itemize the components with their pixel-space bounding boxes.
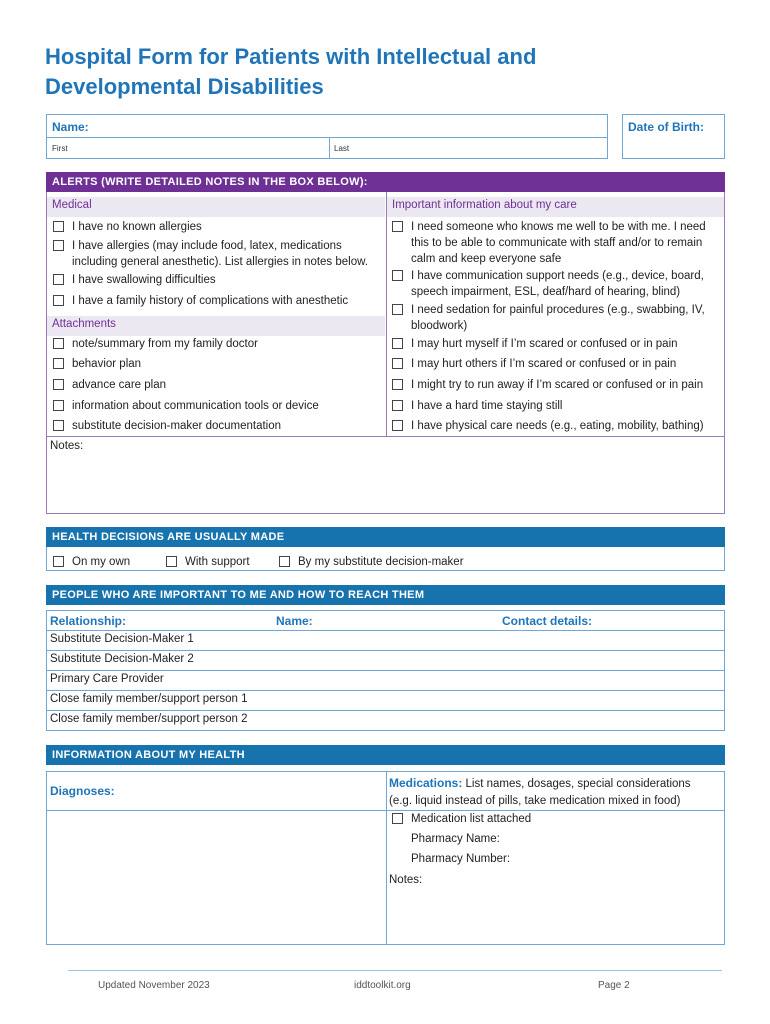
alerts-notes-label: Notes: — [50, 440, 84, 452]
contact-column-label: Contact details: — [502, 614, 593, 628]
date-of-birth-field[interactable] — [622, 114, 725, 159]
checkbox-icon — [392, 420, 403, 431]
medical-heading: Medical — [47, 197, 385, 217]
checkbox-icon — [392, 304, 403, 315]
checkbox-icon — [279, 556, 290, 567]
diagnoses-label: Diagnoses: — [50, 784, 115, 798]
table-row[interactable] — [46, 711, 725, 731]
checkbox-icon — [53, 420, 64, 431]
pharmacy-name-label: Pharmacy Name: — [411, 833, 500, 845]
name-mid-divider — [329, 137, 330, 158]
dob-label: Date of Birth: — [628, 120, 704, 134]
table-row[interactable] — [46, 671, 725, 691]
checkbox-icon — [53, 358, 64, 369]
checkbox-hurt-others[interactable] — [392, 356, 722, 372]
medications-desc-line2: (e.g. liquid instead of pills, take medication mixed in food) — [389, 795, 681, 807]
medications-description — [389, 775, 724, 810]
table-row[interactable] — [46, 691, 725, 711]
health-info-col-divider — [386, 771, 387, 945]
table-row[interactable] — [46, 651, 725, 671]
item-label: I may hurt myself if I’m scared or confused or in pain — [411, 338, 678, 350]
checkbox-icon — [53, 221, 64, 232]
checkbox-decision-maker-docs[interactable] — [53, 418, 383, 434]
item-label: I may hurt others if I’m scared or confused or in pain — [411, 358, 677, 370]
row-label: Primary Care Provider — [50, 673, 164, 685]
checkbox-someone-with-me[interactable] — [392, 219, 722, 267]
checkbox-icon — [392, 338, 403, 349]
checkbox-sedation[interactable] — [392, 302, 722, 334]
pharmacy-number-label: Pharmacy Number: — [411, 853, 511, 865]
row-label: Substitute Decision-Maker 1 — [50, 633, 194, 645]
checkbox-substitute-decision-maker[interactable] — [279, 554, 464, 570]
checkbox-icon — [166, 556, 177, 567]
item-label: substitute decision-maker documentation — [72, 420, 282, 432]
important-info-heading: Important information about my care — [387, 197, 724, 217]
item-label: note/summary from my family doctor — [72, 338, 258, 350]
item-label: I have swallowing difficulties — [72, 274, 216, 286]
checkbox-swallowing[interactable] — [53, 272, 383, 288]
attachments-heading: Attachments — [47, 316, 385, 336]
footer-divider — [68, 970, 722, 971]
page-title: Hospital Form for Patients with Intellectual and Developmental Disabilities — [45, 44, 537, 99]
checkbox-icon — [392, 358, 403, 369]
item-label: I have no known allergies — [72, 221, 202, 233]
last-name-label: Last — [334, 144, 350, 153]
item-label: information about communication tools or device — [72, 400, 319, 412]
table-row[interactable] — [46, 631, 725, 651]
checkbox-staying-still[interactable] — [392, 398, 722, 414]
item-label: Medication list attached — [411, 813, 532, 825]
medications-desc-line1: List names, dosages, special considerations — [462, 778, 691, 790]
item-label: I have physical care needs (e.g., eating, mobility, bathing) — [411, 420, 704, 432]
checkbox-icon — [53, 295, 64, 306]
name-column-label: Name: — [276, 614, 313, 628]
checkbox-communication-needs[interactable] — [392, 268, 722, 300]
health-info-header: INFORMATION ABOUT MY HEALTH — [46, 745, 725, 765]
checkbox-no-known-allergies[interactable] — [53, 219, 383, 235]
footer-updated: Updated November 2023 — [98, 980, 210, 991]
first-name-label: First — [52, 144, 68, 153]
checkbox-icon — [53, 556, 64, 567]
checkbox-icon — [392, 221, 403, 232]
health-decisions-header: HEALTH DECISIONS ARE USUALLY MADE — [46, 527, 725, 547]
checkbox-icon — [392, 379, 403, 390]
checkbox-icon — [392, 270, 403, 281]
name-label: Name: — [52, 120, 89, 134]
name-field[interactable] — [46, 114, 608, 159]
checkbox-communication-tools[interactable] — [53, 398, 383, 414]
checkbox-allergies[interactable] — [53, 238, 385, 270]
checkbox-medication-list-attached[interactable] — [392, 811, 531, 827]
footer-page-number: Page 2 — [598, 980, 630, 991]
row-label: Substitute Decision-Maker 2 — [50, 653, 194, 665]
relationship-column-label: Relationship: — [50, 614, 127, 628]
checkbox-doctor-note[interactable] — [53, 336, 383, 352]
item-label: I need someone who knows me well to be with me. I need this to be able to communicate with staff and/or to remain calm and keep everyone safe — [411, 221, 706, 265]
health-notes-label: Notes: — [389, 874, 423, 886]
item-label: By my substitute decision-maker — [298, 556, 464, 568]
checkbox-advance-care-plan[interactable] — [53, 377, 383, 393]
checkbox-icon — [53, 379, 64, 390]
item-label: advance care plan — [72, 379, 166, 391]
item-label: I might try to run away if I’m scared or confused or in pain — [411, 379, 704, 391]
checkbox-hurt-myself[interactable] — [392, 336, 722, 352]
people-header: PEOPLE WHO ARE IMPORTANT TO ME AND HOW TO REACH THEM — [46, 585, 725, 605]
item-label: I have a family history of complications with anesthetic — [72, 295, 349, 307]
alerts-header: ALERTS (WRITE DETAILED NOTES IN THE BOX BELOW): — [46, 172, 725, 192]
name-divider — [47, 137, 607, 138]
row-label: Close family member/support person 2 — [50, 713, 248, 725]
medications-label: Medications: — [389, 776, 463, 790]
item-label: With support — [185, 556, 250, 568]
checkbox-physical-care[interactable] — [392, 418, 724, 434]
row-label: Close family member/support person 1 — [50, 693, 248, 705]
checkbox-on-my-own[interactable] — [53, 554, 130, 570]
item-label: I have communication support needs (e.g., device, board, speech impairment, ESL, deaf/hard of hearing, blind) — [411, 270, 704, 298]
checkbox-with-support[interactable] — [166, 554, 250, 570]
people-column-header — [46, 610, 725, 631]
item-label: On my own — [72, 556, 131, 568]
alerts-notes-area[interactable] — [47, 437, 724, 513]
footer-site[interactable]: iddtoolkit.org — [354, 980, 411, 991]
item-label: I have a hard time staying still — [411, 400, 563, 412]
diagnoses-field[interactable] — [47, 811, 385, 944]
checkbox-run-away[interactable] — [392, 377, 724, 393]
checkbox-icon — [53, 338, 64, 349]
item-label: behavior plan — [72, 358, 142, 370]
checkbox-behavior-plan[interactable] — [53, 356, 383, 372]
checkbox-icon — [392, 400, 403, 411]
checkbox-icon — [392, 813, 403, 824]
checkbox-icon — [53, 400, 64, 411]
item-label: I have allergies (may include food, latex, medications including general anesthetic). List allergies in notes below. — [72, 240, 368, 268]
alerts-col-divider — [386, 192, 387, 436]
checkbox-anesthetic-history[interactable] — [53, 293, 383, 309]
checkbox-icon — [53, 240, 64, 251]
checkbox-icon — [53, 274, 64, 285]
item-label: I need sedation for painful procedures (e.g., swabbing, IV, bloodwork) — [411, 304, 705, 332]
